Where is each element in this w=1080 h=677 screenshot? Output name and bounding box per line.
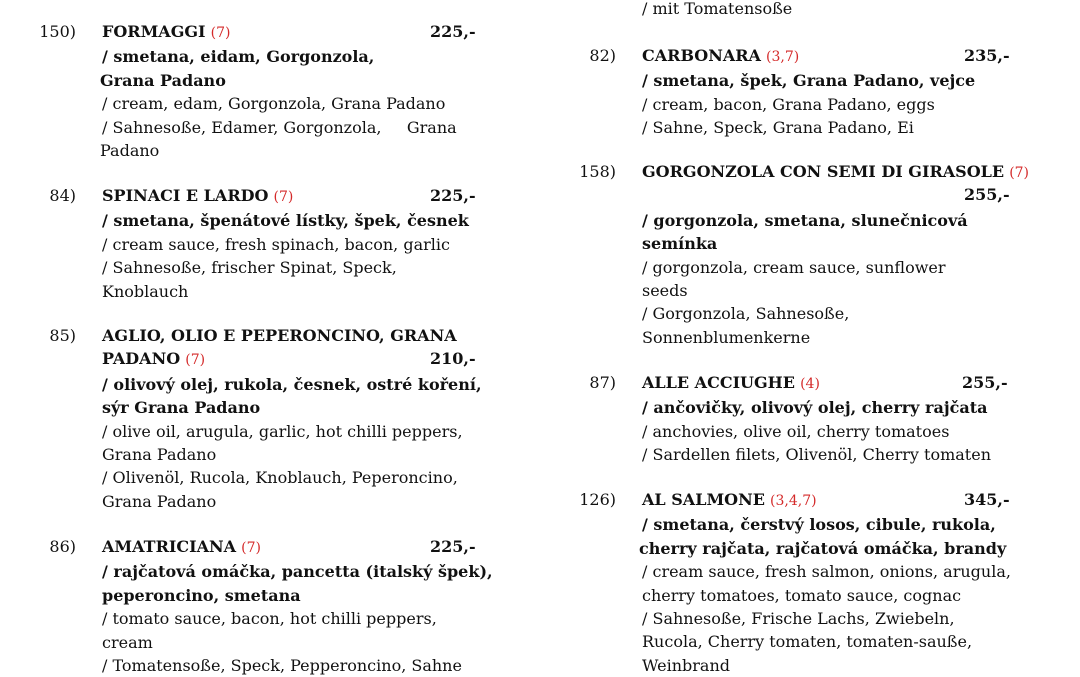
german-ingredients: / Sahnesoße, Edamer, Gorgonzola, Grana: [102, 117, 457, 137]
czech-ingredients: cherry rajčata, rajčatová omáčka, brandy: [639, 538, 1007, 558]
allergen-codes: (7): [185, 352, 206, 369]
item-name: GORGONZOLA CON SEMI DI GIRASOLE: [642, 162, 1005, 181]
german-ingredients: / Sahnesoße, frischer Spinat, Speck,: [102, 258, 397, 278]
german-ingredients: Grana Padano: [102, 491, 217, 511]
czech-ingredients: / smetana, čerstvý losos, cibule, rukola,: [642, 515, 996, 535]
allergen-codes: (3,4,7): [770, 493, 817, 509]
german-ingredients: Knoblauch: [102, 281, 189, 301]
item-name: FORMAGGI: [102, 22, 206, 41]
english-ingredients: / cream sauce, fresh spinach, bacon, garlic: [102, 234, 450, 254]
german-ingredients: Sonnenblumenkerne: [642, 327, 811, 347]
item-number: 82): [589, 46, 616, 65]
german-ingredients: / Sardellen filets, Olivenöl, Cherry tomaten: [642, 445, 991, 465]
german-ingredients: Padano: [100, 141, 160, 161]
czech-ingredients: Grana Padano: [100, 70, 226, 90]
czech-ingredients: / gorgonzola, smetana, slunečnicová: [642, 210, 968, 230]
item-price: 255,-: [964, 185, 1010, 205]
german-ingredients: / Olivenöl, Rucola, Knoblauch, Peperoncino,: [102, 468, 458, 488]
item-name: PADANO: [102, 349, 181, 369]
allergen-codes: (3,7): [766, 49, 800, 65]
allergen-codes: (7): [210, 25, 231, 41]
czech-ingredients: / smetana, špenátové lístky, špek, česnek: [102, 211, 469, 231]
item-name: AL SALMONE: [642, 490, 765, 509]
german-ingredients: Weinbrand: [642, 655, 731, 675]
item-price: 255,-: [962, 373, 1008, 392]
czech-ingredients: semínka: [642, 234, 718, 254]
czech-ingredients: sýr Grana Padano: [102, 398, 261, 418]
allergen-codes: (7): [1009, 165, 1030, 181]
allergen-codes: (4): [800, 376, 820, 392]
item-name: ALLE ACCIUGHE: [642, 373, 795, 392]
item-name: AGLIO, OLIO E PEPERONCINO, GRANA: [102, 326, 457, 345]
item-price: 225,-: [430, 537, 476, 556]
german-ingredients: / mit Tomatensoße: [642, 0, 793, 18]
item-price: 235,-: [964, 46, 1010, 65]
item-price: 225,-: [430, 22, 476, 41]
item-price: 225,-: [430, 186, 476, 205]
english-ingredients: cream: [102, 632, 153, 652]
allergen-codes: (7): [241, 540, 261, 556]
german-ingredients: Rucola, Cherry tomaten, tomaten-sauße,: [642, 632, 973, 652]
item-number: 85): [49, 326, 76, 345]
german-ingredients: / Gorgonzola, Sahnesoße,: [642, 304, 850, 324]
german-ingredients: / Tomatensoße, Speck, Pepperoncino, Sahne: [102, 656, 462, 676]
english-ingredients: / olive oil, arugula, garlic, hot chilli peppers,: [102, 421, 463, 441]
item-number: 84): [49, 186, 76, 205]
english-ingredients: / cream sauce, fresh salmon, onions, arugula,: [642, 562, 1011, 582]
english-ingredients: cherry tomatoes, tomato sauce, cognac: [642, 585, 962, 605]
english-ingredients: / tomato sauce, bacon, hot chilli peppers,: [102, 609, 437, 629]
czech-ingredients: / olivový olej, rukola, česnek, ostré koření,: [102, 374, 482, 394]
item-number: 158): [579, 162, 616, 181]
english-ingredients: / anchovies, olive oil, cherry tomatoes: [642, 421, 950, 441]
item-number: 126): [579, 490, 616, 509]
czech-ingredients: peperoncino, smetana: [102, 585, 301, 605]
czech-ingredients: / smetana, špek, Grana Padano, vejce: [642, 71, 976, 91]
german-ingredients: / Sahnesoße, Frische Lachs, Zwiebeln,: [642, 609, 955, 629]
item-name: CARBONARA: [642, 46, 761, 65]
english-ingredients: / cream, bacon, Grana Padano, eggs: [642, 94, 935, 114]
item-number: 86): [49, 537, 76, 556]
english-ingredients: seeds: [642, 281, 688, 301]
english-ingredients: / gorgonzola, cream sauce, sunflower: [642, 257, 946, 277]
item-number: 87): [589, 373, 616, 392]
czech-ingredients: / smetana, eidam, Gorgonzola,: [102, 47, 375, 67]
item-name: SPINACI E LARDO: [102, 186, 269, 205]
item-price: 345,-: [964, 490, 1010, 509]
czech-ingredients: / rajčatová omáčka, pancetta (italský špek),: [102, 562, 493, 582]
english-ingredients: Grana Padano: [102, 445, 217, 465]
item-name: AMATRICIANA: [102, 537, 237, 556]
item-number: 150): [39, 22, 76, 41]
english-ingredients: / cream, edam, Gorgonzola, Grana Padano: [102, 94, 446, 114]
item-price: 210,-: [430, 349, 476, 369]
czech-ingredients: / ančovičky, olivový olej, cherry rajčata: [642, 398, 988, 418]
allergen-codes: (7): [273, 189, 294, 205]
german-ingredients: / Sahne, Speck, Grana Padano, Ei: [642, 118, 914, 138]
